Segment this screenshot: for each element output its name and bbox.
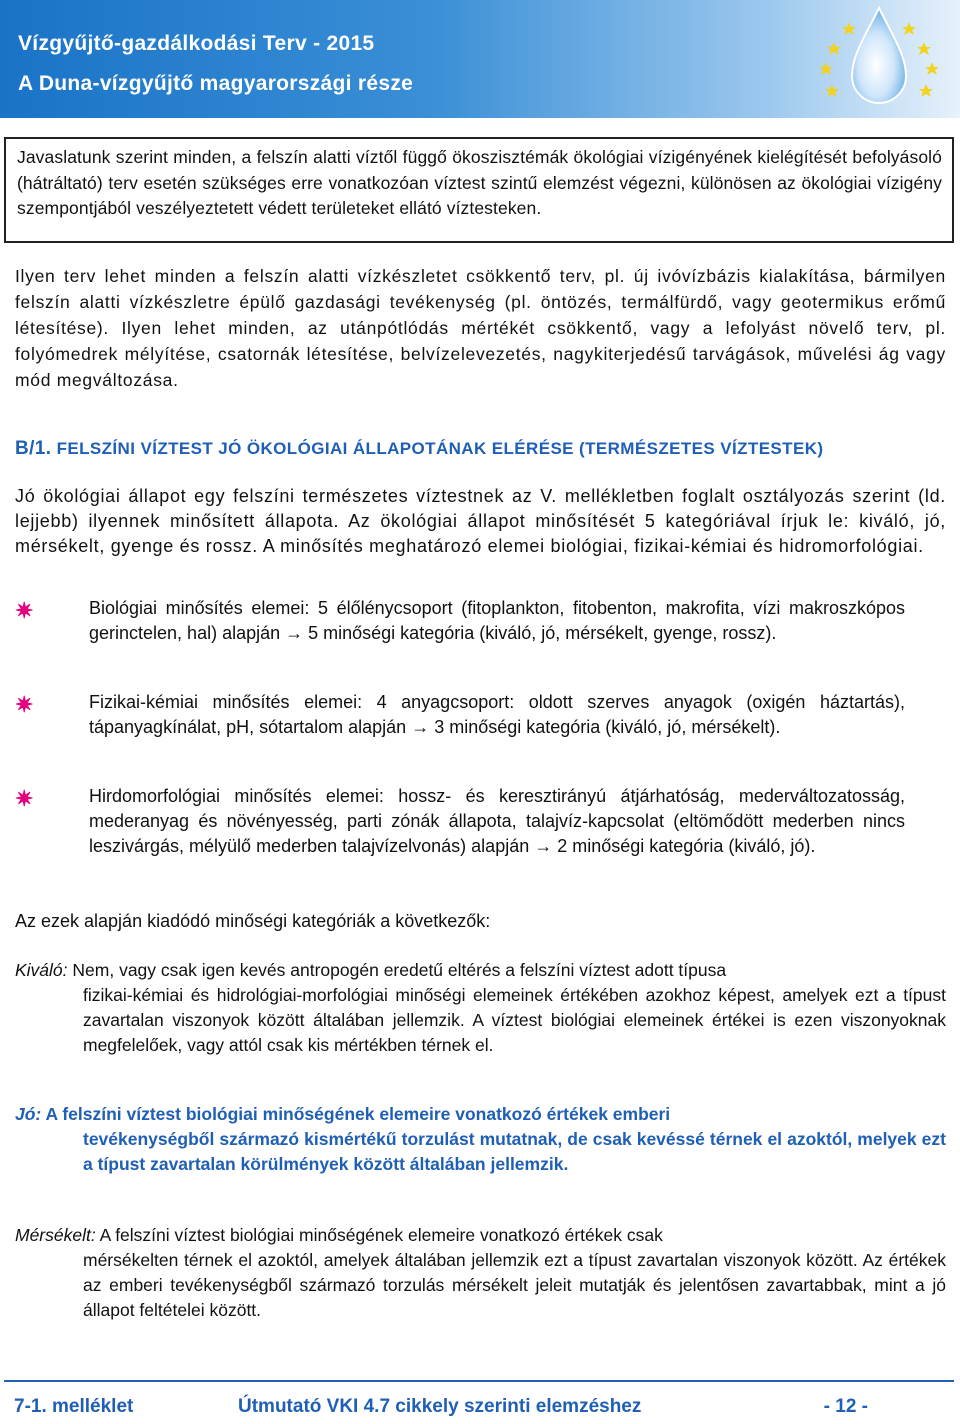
footer-annex: 7-1. melléklet [14,1396,134,1417]
bullet-text: Fizikai-kémiai minősítés elemei: 4 anyagcsoport: oldott szerves anyagok (oxigén háztartás), tápanyagkínálat, pH, sótartalom alapján → 3 minőségi kategória (kiváló, jó, mérsékelt). [89,692,905,737]
category-description: tevékenységből származó kismértékű torzulást mutatnak, de csak kevéssé térnek el azoktól, melyek ezt a típust zavartalan körülmények között általában jellemzik. [83,1129,946,1174]
footer-divider [4,1380,954,1382]
section-code: B/1. [15,438,52,459]
category-first-line: A felszíni víztest biológiai minőségének elemeire vonatkozó értékek emberi [45,1104,671,1124]
paragraph-plans: Ilyen terv lehet minden a felszín alatti vízkészletet csökkentő terv, pl. új ivóvízbázis kialakítása, bármilyen felszín alatti vízkészletre épülő gazdasági tevékenység (pl. öntözés, termálfürdő, vagy geotermikus erőmű létesítése). Ilyen lehet minden, az utánpótlódás mértékét csökkentő, vagy a lefolyást növelő terv, pl. folyómedrek mélyítése, csatornák létesítése, belvízelevezetés, nagykiterjedésű tarvágások, művelési ág vagy mód megváltozása. [15,266,946,390]
bullet-marker-icon: ✷ [15,692,34,717]
footer-guide-title: Útmutató VKI 4.7 cikkely szerinti elemzéshez [238,1396,642,1417]
category-first-line: A felszíni víztest biológiai minőségének elemeire vonatkozó értékek csak [99,1225,663,1245]
page-footer [0,1380,960,1424]
page-number: - 12 - [823,1396,868,1417]
header-banner [0,0,960,118]
category-description: mérsékelten térnek el azoktól, amelyek általában jellemzik ezt a típust zavartalan viszonyok között. Az értékek az emberi tevékenységből származó torzulás mérsékelt jeleit mutatják és jelentősen zavartabbak, mint a jó állapot feltételei között. [83,1250,946,1320]
header-title: Vízgyűjtő-gazdálkodási Terv - 2015 [18,32,375,55]
category-kivalo [15,958,946,1058]
section-title: FELSZÍNI VÍZTEST JÓ ÖKOLÓGIAI ÁLLAPOTÁNAK ELÉRÉSE (TERMÉSZETES VÍZTESTEK) [56,439,824,458]
category-mersekelt [15,1223,946,1323]
category-term: Kiváló: [15,960,68,980]
recommendation-box: Javaslatunk szerint minden, a felszín alatti víztől függő ökoszisztémák ökológiai vízigényének kielégítését befolyásoló (hátráltató) terv esetén szükséges erre vonatkozóan víztest szintű elemzést végezni, különösen az ökológiai vízigény szempontjából veszélyeztetett védett területeket ellátó víztesteken. [4,137,954,243]
water-drop-stars-logo [804,2,954,116]
paragraph-categories-intro: Az ezek alapján kiadódó minőségi kategóriák a következők: [15,911,491,931]
bullet-text: Hirdomorfológiai minősítés elemei: hossz- és keresztirányú átjárhatóság, mederváltozatosság, mederanyag és növényesség, parti zónák állapota, talajvíz-kapcsolat (eltömődött mederben nincs leszivárgás, mélyülő mederben talajvízelvonás) alapján → 2 minőségi kategória (kiváló, jó). [89,786,905,856]
bullet-text: Biológiai minősítés elemei: 5 élőlénycsoport (fitoplankton, fitobenton, makrofita, vízi makroszkópos gerinctelen, hal) alapján → 5 minőségi kategória (kiváló, jó, mérsékelt, gyenge, rossz). [89,598,905,643]
category-jo [15,1102,946,1177]
section-heading [15,438,946,460]
category-term: Mérsékelt: [15,1225,96,1245]
bullet-marker-icon: ✷ [15,598,34,623]
bullet-marker-icon: ✷ [15,786,34,811]
category-description: fizikai-kémiai és hidrológiai-morfológiai minőségi elemeinek értékében azokhoz képest, amelyek ezt a típust zavartalan viszonyok között általában jellemzik. A víztest biológiai elemeinek értékei is ezen viszonyoknak megfelelőek, vagy attól csak kis mértékben térnek el. [83,985,946,1055]
paragraph-good-status: Jó ökológiai állapot egy felszíni természetes víztestnek az V. mellékletben foglalt osztályozás szerint (ld. lejjebb) ilyennek minősített állapota. Az ökológiai állapot minősítését 5 kategóriával írjuk le: kiváló, jó, mérsékelt, gyenge és rossz. A minősítés meghatározó elemei biológiai, fizikai-kémiai és hidromorfológiai. [15,486,946,556]
header-subtitle: A Duna-vízgyűjtő magyarországi része [18,72,414,95]
category-term: Jó: [15,1104,42,1124]
category-first-line: Nem, vagy csak igen kevés antropogén eredetű eltérés a felszíni víztest adott típusa [72,960,727,980]
